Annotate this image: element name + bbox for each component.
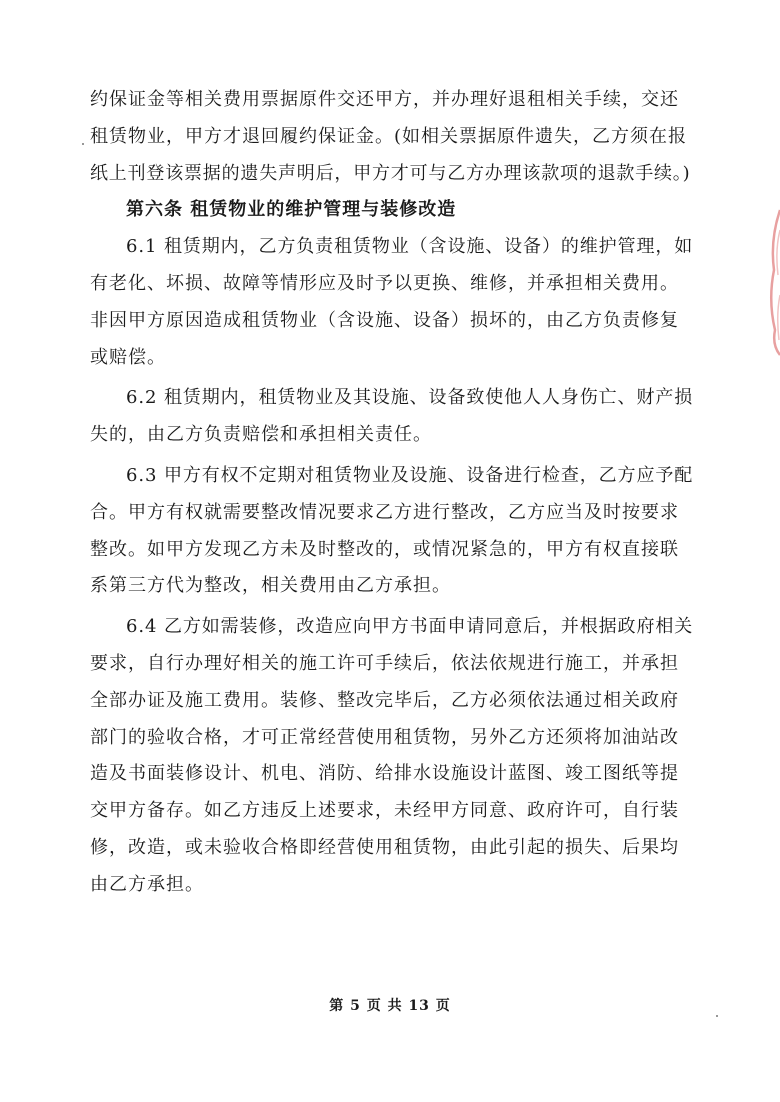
text-line: 全部办证及施工费用。装修、整改完毕后，乙方必须依法通过相关政府: [90, 689, 679, 711]
article-heading: 第六条 租赁物业的维护管理与装修改造: [126, 199, 457, 221]
paragraph-continuation: [90, 82, 693, 192]
scan-speck: [82, 143, 84, 145]
scan-speck: [716, 1015, 718, 1017]
clause-6-3: [90, 458, 693, 605]
text-line: 非因甲方原因造成租赁物业（含设施、设备）损坏的，由乙方负责修复: [90, 309, 679, 331]
text-line: 合。甲方有权就需要整改情况要求乙方进行整改，乙方应当及时按要求: [90, 501, 679, 523]
text-line: 交甲方备存。如乙方违反上述要求，未经甲方同意、政府许可，自行装: [90, 800, 679, 822]
text-line: 由乙方承担。: [90, 873, 204, 895]
text-line: 修，改造，或未验收合格即经营使用租赁物，由此引起的损失、后果均: [90, 836, 679, 858]
text-line: 6.4 乙方如需装修，改造应向甲方书面申请同意后，并根据政府相关: [126, 616, 694, 638]
seal-stamp-fragment: [766, 200, 780, 360]
text-line: 纸上刊登该票据的遗失声明后，甲方才可与乙方办理该款项的退款手续。): [90, 162, 691, 184]
text-line: 要求，自行办理好相关的施工许可手续后，依法依规进行施工，并承担: [90, 652, 679, 674]
text-line: 有老化、坏损、故障等情形应及时予以更换、维修，并承担相关费用。: [90, 272, 679, 294]
text-line: 约保证金等相关费用票据原件交还甲方，并办理好退租相关手续，交还: [90, 89, 679, 110]
document-body: [90, 82, 693, 904]
text-line: 6.2 租赁期内，租赁物业及其设施、设备致使他人人身伤亡、财产损: [126, 387, 694, 409]
text-line: 系第三方代为整改，相关费用由乙方承担。: [90, 575, 451, 597]
clause-6-4: [90, 609, 693, 903]
text-line: 失的，由乙方负责赔偿和承担相关责任。: [90, 424, 432, 446]
text-line: 或赔偿。: [90, 346, 166, 368]
clause-6-1: [90, 229, 693, 376]
text-line: 6.1 租赁期内，乙方负责租赁物业（含设施、设备）的维护管理，如: [126, 236, 694, 258]
text-line: 租赁物业，甲方才退回履约保证金。(如相关票据原件遗失，乙方须在报: [90, 125, 688, 147]
clause-6-2: [90, 380, 693, 454]
text-line: 造及书面装修设计、机电、消防、给排水设施设计蓝图、竣工图纸等提: [90, 763, 679, 785]
page-number-footer: 第 5 页 共 13 页: [329, 998, 451, 1014]
text-line: 部门的验收合格，才可正常经营使用租赁物，另外乙方还须将加油站改: [90, 726, 679, 748]
text-line: 整改。如甲方发现乙方未及时整改的，或情况紧急的，甲方有权直接联: [90, 538, 679, 560]
text-line: 6.3 甲方有权不定期对租赁物业及设施、设备进行检查，乙方应予配: [126, 464, 694, 486]
